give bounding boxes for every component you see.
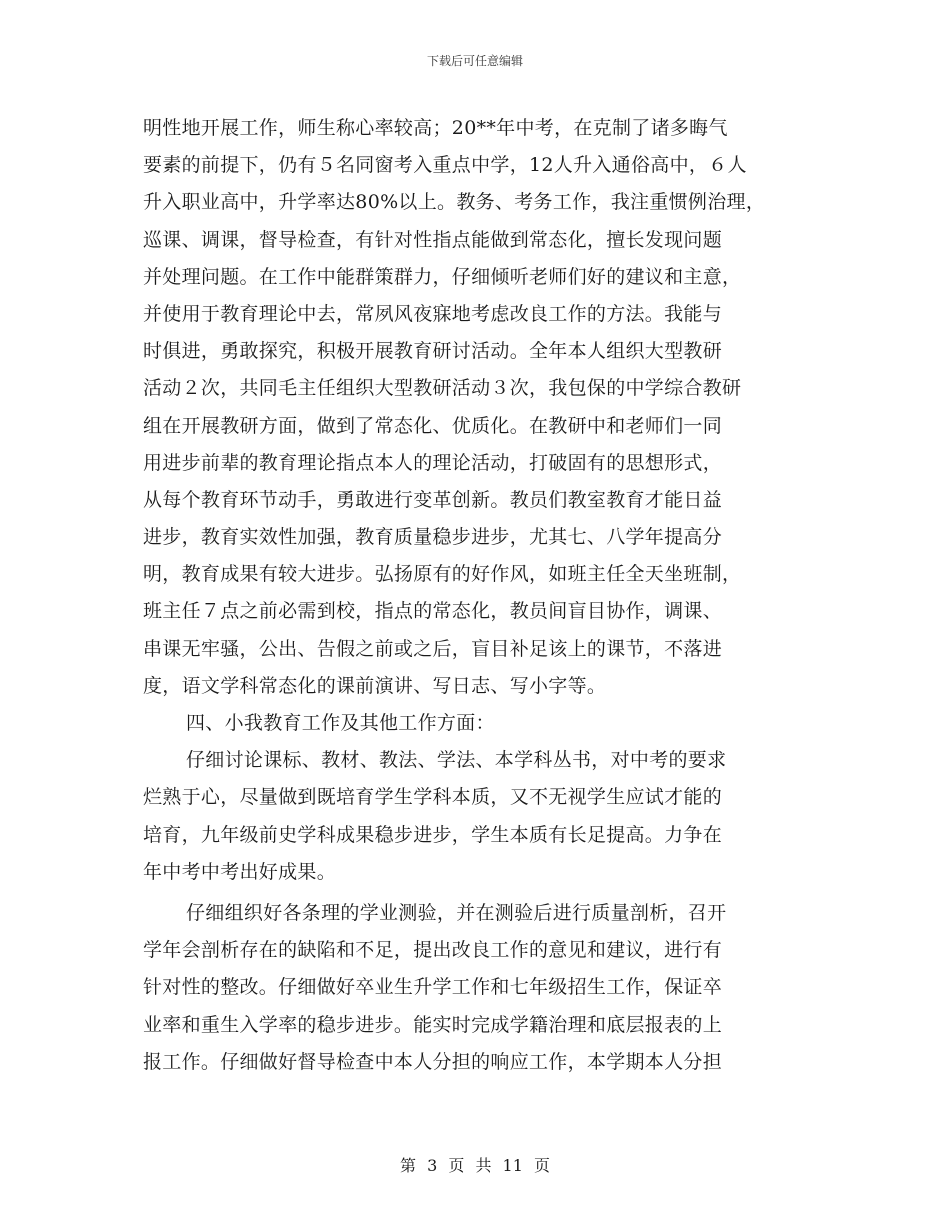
text-line: 并处理问题。在工作中能群策群力，仔细倾听老师们好的建议和主意， xyxy=(143,265,742,288)
text-line: 从每个教育环节动手，勇敢进行变革创新。教员们教室教育才能日益 xyxy=(143,488,723,511)
page-footer: 第 3 页 共 11 页 xyxy=(400,1156,550,1175)
text-line: 时俱进，勇敢探究，积极开展教育研讨活动。全年本人组织大型教研 xyxy=(143,340,723,363)
page-header: 下载后可任意编辑 xyxy=(426,54,523,68)
paragraph-line: 仔细讨论课标、教材、教法、学法、本学科丛书，对中考的要求 xyxy=(186,749,727,772)
paragraph-line: 培育，九年级前史学科成果稳步进步，学生本质有长足提高。力争在 xyxy=(143,823,723,846)
text-line: 升入职业高中，升学率达80%以上。教务、考务工作，我注重惯例治理， xyxy=(143,191,766,214)
paragraph-line: 烂熟于心，尽量做到既培育学生学科本质，又不无视学生应试才能的 xyxy=(143,786,723,809)
paragraph-line: 仔细组织好各条理的学业测验，并在测验后进行质量剖析，召开 xyxy=(186,901,727,924)
text-line: 进步，教育实效性加强，教育质量稳步进步，尤其七、八学年提高分 xyxy=(143,526,723,549)
text-line: 并使用于教育理论中去，常夙风夜寐地考虑改良工作的方法。我能与 xyxy=(143,302,723,325)
document-body xyxy=(143,110,823,1081)
text-line: 巡课、调课，督导检查，有针对性指点能做到常态化，擅长发现问题 xyxy=(143,228,723,251)
text-line: 组在开展教研方面，做到了常态化、优质化。在教研中和老师们一同 xyxy=(143,414,723,437)
paragraph-line: 学年会剖析存在的缺陷和不足，提出改良工作的意见和建议，进行有 xyxy=(143,939,723,962)
text-line: 班主任７点之前必需到校，指点的常态化，教员间盲目协作，调课、 xyxy=(143,600,723,623)
text-line: 要素的前提下，仍有５名同窗考入重点中学，12人升入通俗高中，６人 xyxy=(143,154,747,177)
text-line: 度，语文学科常态化的课前演讲、写日志、写小字等。 xyxy=(143,674,607,697)
paragraph-line: 报工作。仔细做好督导检查中本人分担的响应工作，本学期本人分担 xyxy=(143,1050,723,1073)
text-line: 明，教育成果有较大进步。弘扬原有的好作风，如班主任全天坐班制， xyxy=(143,563,742,586)
text-line: 活动２次，共同毛主任组织大型教研活动３次，我包保的中学综合教研 xyxy=(143,377,742,400)
text-line: 明性地开展工作，师生称心率较高；20**年中考，在克制了诸多晦气 xyxy=(143,117,728,139)
paragraph-line: 年中考中考出好成果。 xyxy=(143,860,337,883)
paragraph-line: 针对性的整改。仔细做好卒业生升学工作和七年级招生工作，保证卒 xyxy=(143,976,723,999)
section-heading: 四、小我教育工作及其他工作方面： xyxy=(186,712,495,734)
paragraph-line: 业率和重生入学率的稳步进步。能实时完成学籍治理和底层报表的上 xyxy=(143,1013,723,1036)
text-line: 串课无牢骚，公出、告假之前或之后，盲目补足该上的课节，不落进 xyxy=(143,637,723,660)
text-line: 用进步前辈的教育理论指点本人的理论活动，打破固有的思想形式， xyxy=(143,451,723,474)
